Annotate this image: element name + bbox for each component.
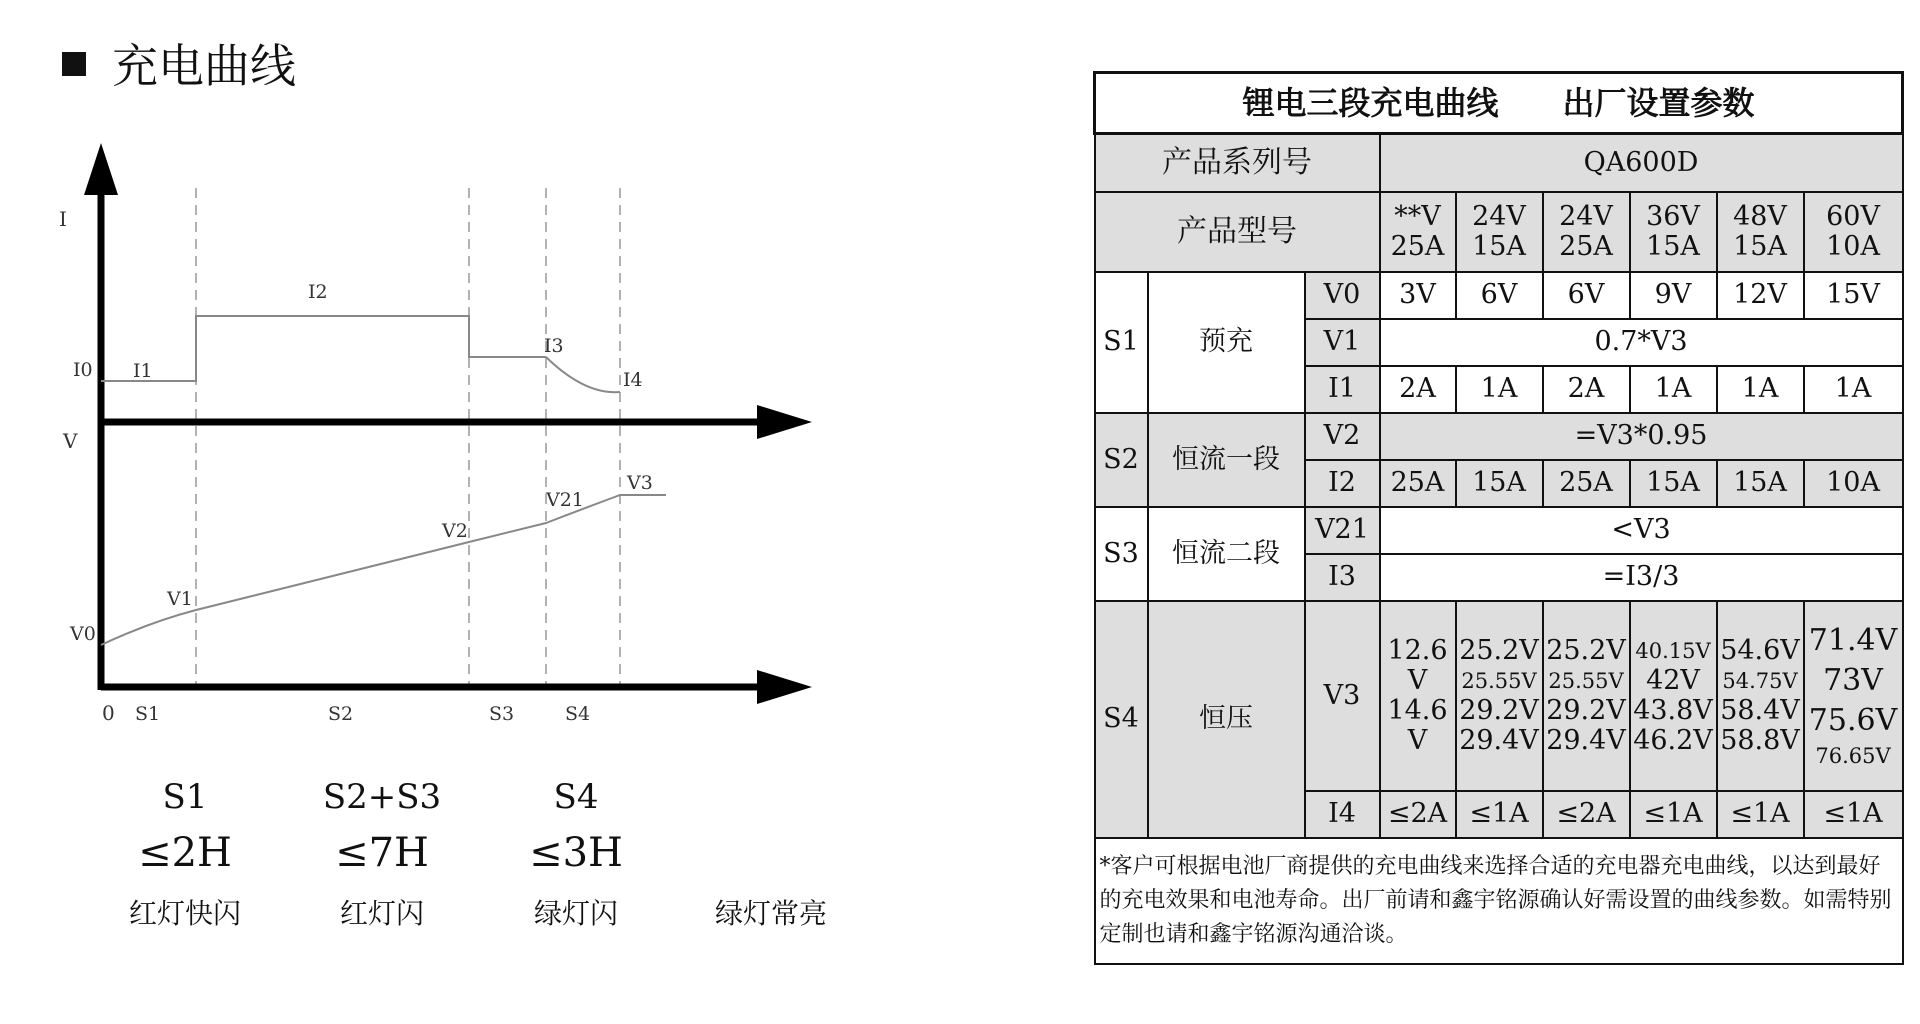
phase-duration: ≤2H — [138, 830, 232, 876]
v3-line: 25.2V — [1459, 634, 1539, 666]
i2-cell: 25A — [1543, 460, 1630, 507]
param-label-v21: V21 — [1305, 507, 1380, 554]
i2-cell: 10A — [1804, 460, 1903, 507]
v3-line: 43.8V — [1633, 694, 1713, 726]
phase-stage: S1 — [162, 777, 208, 817]
label-V21: V21 — [546, 489, 584, 511]
i4-cell: ≤1A — [1630, 791, 1717, 838]
param-label-i1: I1 — [1305, 366, 1380, 413]
label-I3: I3 — [544, 335, 564, 357]
model-cell: **V 25A — [1380, 192, 1456, 272]
i4-cell: ≤2A — [1543, 791, 1630, 838]
label-I2: I2 — [308, 281, 328, 303]
phase-stage: S2+S3 — [322, 777, 442, 817]
label-I1: I1 — [133, 360, 153, 382]
vertical-axis-arrow-icon — [84, 143, 118, 195]
current-axis-label: I — [59, 207, 67, 231]
label-I4: I4 — [623, 369, 643, 391]
i4-cell: ≤1A — [1456, 791, 1543, 838]
model-cell: 48V 15A — [1717, 192, 1804, 272]
i1-cell: 2A — [1380, 366, 1456, 413]
v3-line: 73V — [1823, 662, 1883, 698]
param-label-v2: V2 — [1305, 413, 1380, 460]
i1-cell: 1A — [1717, 366, 1804, 413]
v3-cell — [1380, 601, 1456, 791]
model-cell: 60V 10A — [1804, 192, 1903, 272]
tick-S2: S2 — [328, 703, 354, 725]
v3-line: 58.8V — [1720, 724, 1800, 756]
v3-line: 54.75V — [1722, 668, 1798, 693]
v0-cell: 3V — [1380, 272, 1456, 319]
v3-cell — [1543, 601, 1630, 791]
model-cell: 24V 25A — [1543, 192, 1630, 272]
tick-S4: S4 — [565, 703, 591, 725]
label-V3: V3 — [627, 472, 653, 494]
i1-cell: 1A — [1804, 366, 1903, 413]
v3-line: 58.4V — [1720, 694, 1800, 726]
v2-value: =V3*0.95 — [1380, 413, 1903, 460]
v3-line: 71.4V — [1808, 622, 1898, 658]
current-axis-arrow-icon — [757, 405, 812, 439]
v3-cell — [1717, 601, 1804, 791]
phase-duration — [671, 829, 871, 877]
i4-cell: ≤1A — [1717, 791, 1804, 838]
v3-line: 29.2V — [1546, 694, 1626, 726]
phase-led-status: 红灯快闪 — [128, 897, 241, 930]
section-title-text: 充电曲线 — [112, 39, 296, 93]
v1-value: 0.7*V3 — [1380, 319, 1903, 366]
model-label: 产品型号 — [1095, 192, 1380, 272]
i2-cell: 15A — [1717, 460, 1804, 507]
i1-cell: 1A — [1456, 366, 1543, 413]
phase-s2-s3 — [282, 777, 482, 931]
phase-s1 — [85, 777, 285, 931]
label-V0: V0 — [70, 623, 96, 645]
current-curve — [101, 316, 546, 381]
voltage-curve — [101, 495, 666, 645]
i2-cell: 15A — [1456, 460, 1543, 507]
v3-line: 75.6V — [1808, 702, 1898, 738]
v3-cell — [1630, 601, 1717, 791]
table-title: 锂电三段充电曲线 出厂设置参数 — [1095, 73, 1903, 134]
voltage-axis-arrow-icon — [757, 670, 812, 704]
v3-line: 25.55V — [1548, 668, 1624, 693]
v21-value: <V3 — [1380, 507, 1903, 554]
tick-S3: S3 — [489, 703, 515, 725]
v0-cell: 9V — [1630, 272, 1717, 319]
v3-line: 54.6V — [1720, 634, 1800, 666]
v3-line: V — [1407, 724, 1428, 756]
stage-s2-name: 恒流一段 — [1148, 413, 1305, 507]
phase-duration: ≤7H — [335, 830, 429, 876]
v0-cell: 6V — [1543, 272, 1630, 319]
v3-line: 46.2V — [1633, 724, 1713, 756]
i2-cell: 25A — [1380, 460, 1456, 507]
label-I0: I0 — [73, 359, 93, 381]
v3-cell — [1456, 601, 1543, 791]
i4-cell: ≤1A — [1804, 791, 1903, 838]
series-label: 产品系列号 — [1095, 134, 1380, 192]
stage-s3-name: 恒流二段 — [1148, 507, 1305, 601]
label-V1: V1 — [167, 588, 193, 610]
i4-cell: ≤2A — [1380, 791, 1456, 838]
param-label-v0: V0 — [1305, 272, 1380, 319]
v0-cell: 12V — [1717, 272, 1804, 319]
i3-value: =I3/3 — [1380, 554, 1903, 601]
v3-line: V — [1407, 664, 1428, 696]
current-taper-curve — [546, 357, 620, 392]
stage-s2-label: S2 — [1095, 413, 1148, 507]
model-cell: 36V 15A — [1630, 192, 1717, 272]
v0-cell: 15V — [1804, 272, 1903, 319]
v0-cell: 6V — [1456, 272, 1543, 319]
i1-cell: 1A — [1630, 366, 1717, 413]
voltage-axis-label: V — [63, 429, 78, 453]
phase-stage: S4 — [553, 777, 599, 817]
v3-cell — [1804, 601, 1903, 791]
v3-line: 29.4V — [1459, 724, 1539, 756]
label-V2: V2 — [442, 520, 468, 542]
table-note: *客户可根据电池厂商提供的充电曲线来选择合适的充电器充电曲线，以达到最好的充电效果和电池寿命。出厂前请和鑫宇铭源确认好需设置的曲线参数。如需特别定制也请和鑫宇铭源沟通洽谈。 — [1095, 838, 1903, 964]
v3-line: 40.15V — [1635, 638, 1711, 663]
stage-s4-name: 恒压 — [1148, 601, 1305, 838]
phase-led-status: 红灯闪 — [339, 897, 424, 930]
v3-line: 76.65V — [1815, 743, 1891, 768]
model-cell: 24V 15A — [1456, 192, 1543, 272]
v3-line: 29.4V — [1546, 724, 1626, 756]
v3-line: 14.6 — [1387, 694, 1448, 726]
v3-line: 42V — [1646, 664, 1700, 696]
phase-complete — [671, 777, 871, 931]
series-value: QA600D — [1380, 134, 1903, 192]
param-label-v1: V1 — [1305, 319, 1380, 366]
phase-stage — [671, 777, 871, 817]
v3-line: 25.55V — [1461, 668, 1537, 693]
v3-line: 12.6 — [1387, 634, 1448, 666]
v3-line: 29.2V — [1459, 694, 1539, 726]
i2-cell: 15A — [1630, 460, 1717, 507]
phase-led-status: 绿灯闪 — [533, 897, 618, 930]
phase-s4 — [476, 777, 676, 931]
tick-S1: S1 — [135, 703, 161, 725]
stage-s1-name: 预充 — [1148, 272, 1305, 413]
phase-duration: ≤3H — [529, 830, 623, 876]
origin-label: 0 — [102, 701, 115, 725]
stage-s3-label: S3 — [1095, 507, 1148, 601]
param-label-i3: I3 — [1305, 554, 1380, 601]
v3-line: 25.2V — [1546, 634, 1626, 666]
stage-s4-label: S4 — [1095, 601, 1148, 838]
factory-parameters-table — [1093, 71, 1904, 965]
i1-cell: 2A — [1543, 366, 1630, 413]
phase-led-status: 绿灯常亮 — [714, 897, 827, 930]
param-label-v3: V3 — [1305, 601, 1380, 791]
stage-s1-label: S1 — [1095, 272, 1148, 413]
param-label-i2: I2 — [1305, 460, 1380, 507]
param-label-i4: I4 — [1305, 791, 1380, 838]
